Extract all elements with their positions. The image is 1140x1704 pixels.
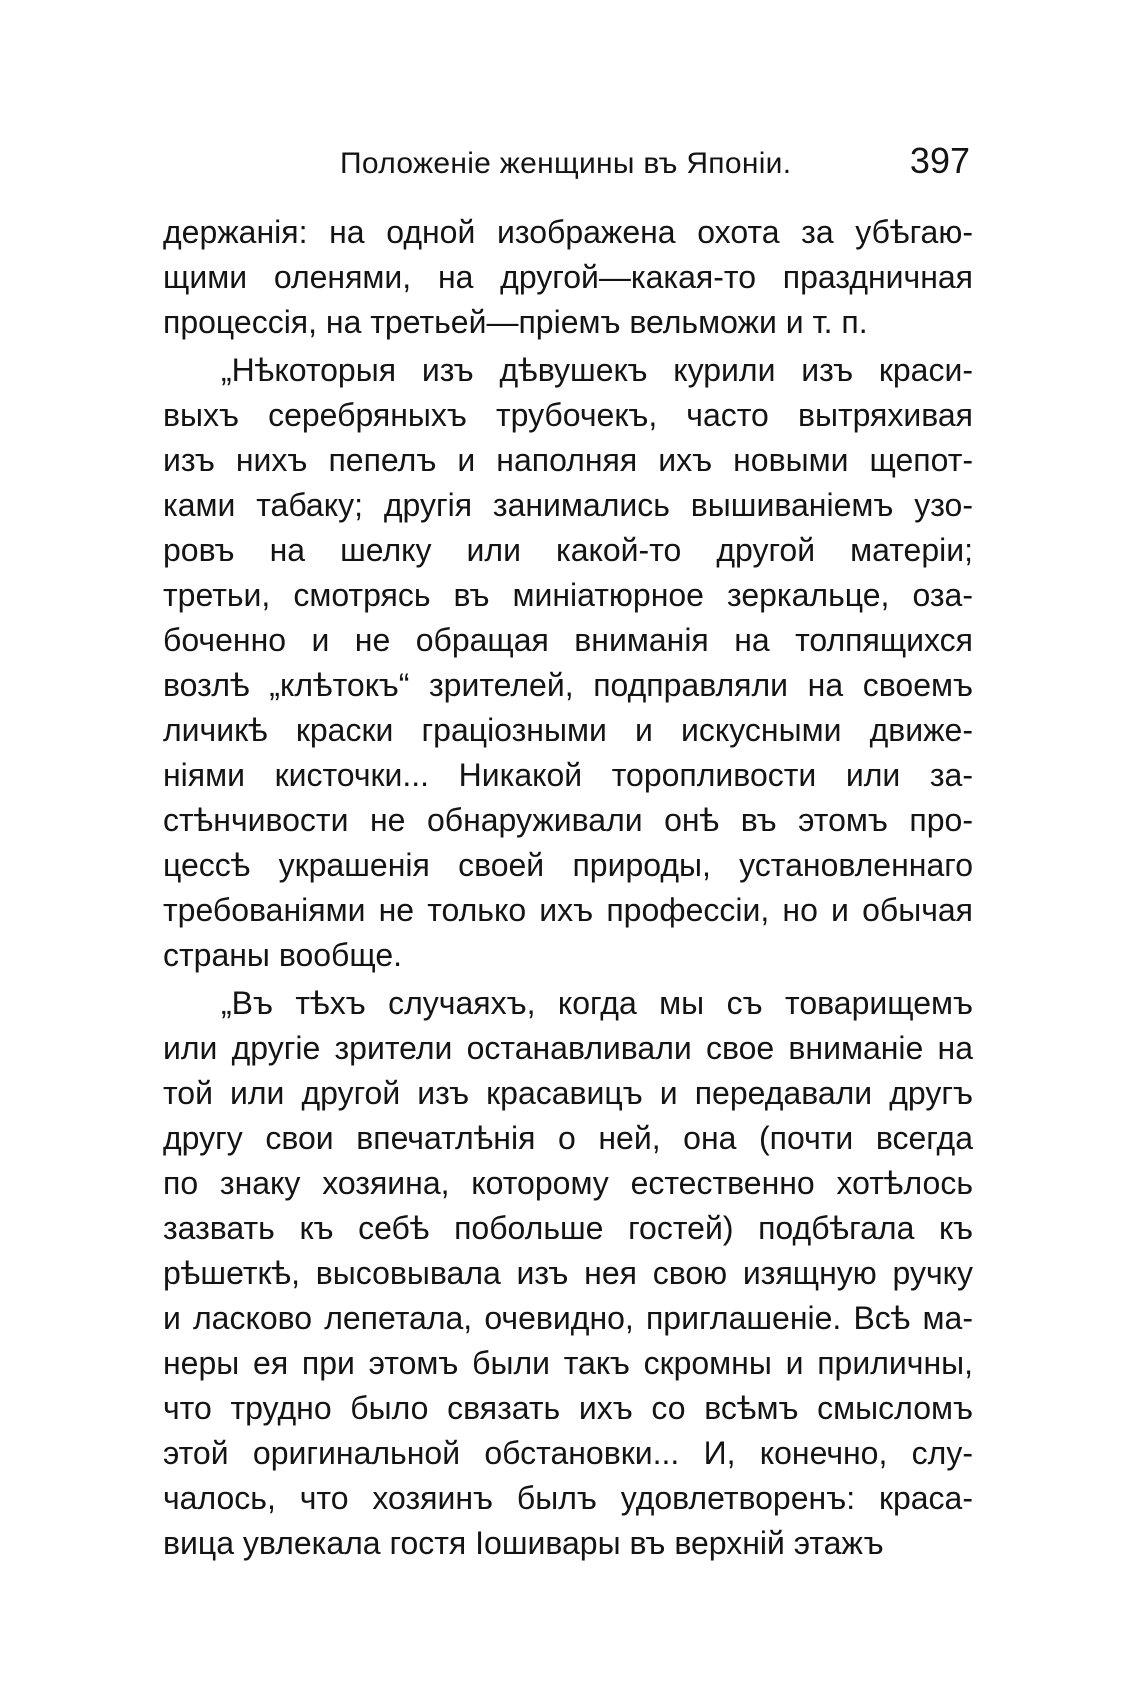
text-line: цессѣ украшенія своей природы, установленнаго	[163, 847, 973, 883]
page-header	[340, 140, 970, 190]
text-line: ками табаку; другія занимались вышиваніемъ узо-	[163, 487, 973, 523]
text-line: ніями кисточки... Никакой торопливости или за-	[163, 757, 973, 793]
text-line: требованіями не только ихъ профессіи, но и обычая	[163, 892, 973, 928]
page-number: 397	[909, 140, 970, 181]
text-line: щими оленями, на другой—какая-то праздничная	[163, 259, 973, 295]
text-line: держанія: на одной изображена охота за убѣгаю-	[163, 214, 973, 250]
text-line: зазвать къ себѣ побольше гостей) подбѣгала къ	[163, 1210, 973, 1246]
text-line: другу свои впечатлѣнія о ней, она (почти всегда	[163, 1120, 973, 1156]
body-text	[163, 210, 973, 1566]
text-line: „Въ тѣхъ случаяхъ, когда мы съ товарищемъ	[221, 985, 973, 1021]
text-line: по знаку хозяина, которому естественно хотѣлось	[163, 1165, 973, 1201]
text-line: процессія, на третьей—пріемъ вельможи и т. п.	[163, 304, 868, 340]
text-line: той или другой изъ красавицъ и передавали другъ	[163, 1075, 973, 1111]
running-title: Положеніе женщины въ Японіи.	[340, 147, 792, 180]
text-line: чалось, что хозяинъ былъ удовлетворенъ: краса-	[163, 1480, 973, 1516]
paragraph	[163, 348, 973, 978]
text-line: личикѣ краски граціозными и искусными движе-	[163, 712, 973, 748]
text-line: страны вообще.	[163, 937, 403, 973]
text-line: третьи, смотрясь въ миніатюрное зеркальце, оза-	[163, 577, 973, 613]
text-line: что трудно было связать ихъ со всѣмъ смысломъ	[163, 1390, 973, 1426]
text-line: возлѣ „клѣтокъ“ зрителей, подправляли на своемъ	[163, 667, 973, 703]
text-line: вица увлекала гостя Іошивары въ верхній этажъ	[163, 1525, 884, 1561]
text-line: и ласково лепетала, очевидно, приглашеніе. Всѣ ма-	[163, 1300, 973, 1336]
text-line: неры ея при этомъ были такъ скромны и приличны,	[163, 1345, 973, 1381]
text-line: или другіе зрители останавливали свое вниманіе на	[163, 1030, 973, 1066]
text-line: выхъ серебряныхъ трубочекъ, часто вытряхивая	[163, 397, 973, 433]
text-line: „Нѣкоторыя изъ дѣвушекъ курили изъ краси-	[221, 352, 973, 388]
text-line: ровъ на шелку или какой-то другой матеріи;	[163, 532, 973, 568]
paragraph	[163, 210, 973, 345]
paragraph	[163, 981, 973, 1566]
text-line: боченно и не обращая вниманія на толпящихся	[163, 622, 973, 658]
text-line: этой оригинальной обстановки... И, конечно, слу-	[163, 1435, 973, 1471]
text-line: изъ нихъ пепелъ и наполняя ихъ новыми щепот-	[163, 442, 973, 478]
text-line: стѣнчивости не обнаруживали онѣ въ этомъ про-	[163, 802, 973, 838]
text-line: рѣшеткѣ, высовывала изъ нея свою изящную ручку	[163, 1255, 973, 1291]
